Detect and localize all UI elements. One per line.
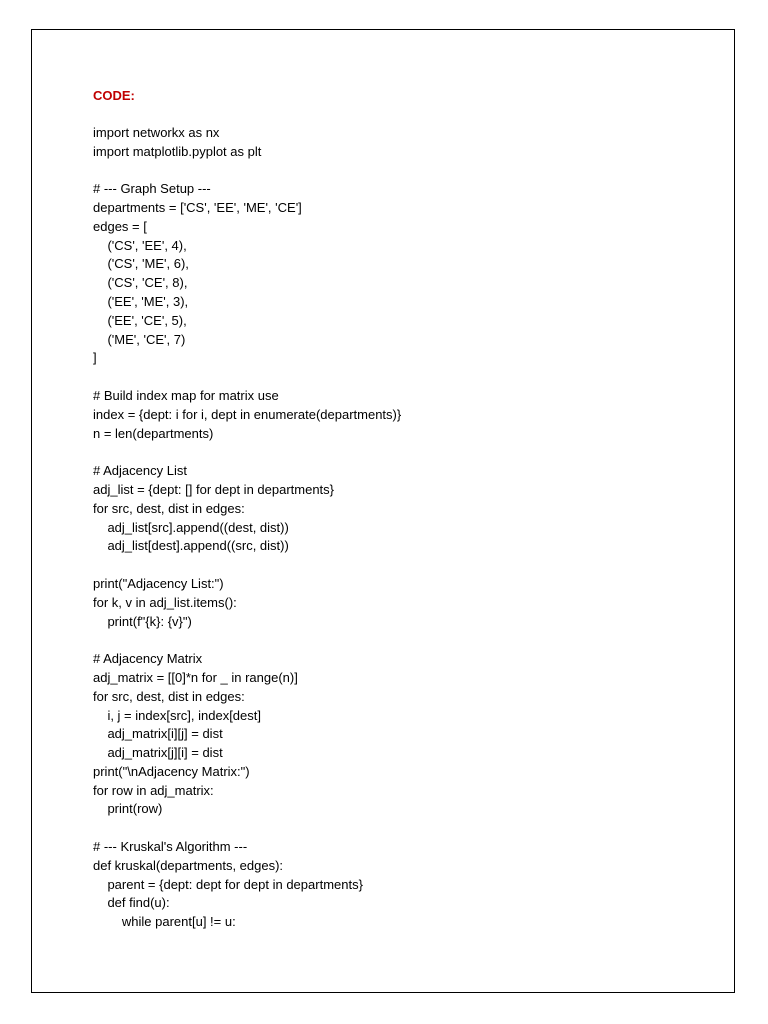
code-block <box>93 105 713 932</box>
document-body <box>93 86 713 932</box>
code-line: # --- Kruskal's Algorithm --- <box>93 839 248 855</box>
code-line: adj_matrix[j][i] = dist <box>93 745 223 761</box>
code-line: ] <box>93 350 97 366</box>
code-line <box>93 161 713 180</box>
code-line: print("\nAdjacency Matrix:") <box>93 763 250 779</box>
code-line: ('CS', 'ME', 6), <box>93 256 189 272</box>
code-line: adj_list = {dept: [] for dept in departments} <box>93 481 335 497</box>
code-line: print(row) <box>93 801 163 817</box>
code-line <box>93 105 713 124</box>
code-line: for row in adj_matrix: <box>93 782 214 798</box>
code-line: adj_list[dest].append((src, dist)) <box>93 538 289 554</box>
code-line: i, j = index[src], index[dest] <box>93 707 261 723</box>
code-line: adj_list[src].append((dest, dist)) <box>93 519 289 535</box>
code-line: ('EE', 'ME', 3), <box>93 293 189 309</box>
code-line: index = {dept: i for i, dept in enumerate(departments)} <box>93 406 402 422</box>
code-line: def find(u): <box>93 895 170 911</box>
code-line: for src, dest, dist in edges: <box>93 500 245 516</box>
code-line: edges = [ <box>93 218 147 234</box>
code-line: for k, v in adj_list.items(): <box>93 594 237 610</box>
code-line: adj_matrix = [[0]*n for _ in range(n)] <box>93 669 298 685</box>
code-line: adj_matrix[i][j] = dist <box>93 726 223 742</box>
code-line <box>93 819 713 838</box>
code-line: ('ME', 'CE', 7) <box>93 331 186 347</box>
code-line: ('EE', 'CE', 5), <box>93 312 187 328</box>
code-line: # --- Graph Setup --- <box>93 181 211 197</box>
code-line: # Build index map for matrix use <box>93 387 279 403</box>
code-line: ('CS', 'CE', 8), <box>93 275 188 291</box>
code-line: for src, dest, dist in edges: <box>93 688 245 704</box>
code-line: import networkx as nx <box>93 124 220 140</box>
code-line: print(f"{k}: {v}") <box>93 613 192 629</box>
code-line <box>93 556 713 575</box>
code-heading: CODE: <box>93 88 135 103</box>
code-line: # Adjacency Matrix <box>93 651 203 667</box>
code-line <box>93 368 713 387</box>
code-line: print("Adjacency List:") <box>93 575 224 591</box>
code-line: n = len(departments) <box>93 425 214 441</box>
code-line <box>93 631 713 650</box>
code-line: import matplotlib.pyplot as plt <box>93 143 262 159</box>
code-line: def kruskal(departments, edges): <box>93 857 284 873</box>
code-line: departments = ['CS', 'EE', 'ME', 'CE'] <box>93 199 302 215</box>
code-line <box>93 443 713 462</box>
code-line: while parent[u] != u: <box>93 914 236 930</box>
code-line: ('CS', 'EE', 4), <box>93 237 187 253</box>
code-line: # Adjacency List <box>93 463 187 479</box>
code-line: parent = {dept: dept for dept in departments} <box>93 876 363 892</box>
